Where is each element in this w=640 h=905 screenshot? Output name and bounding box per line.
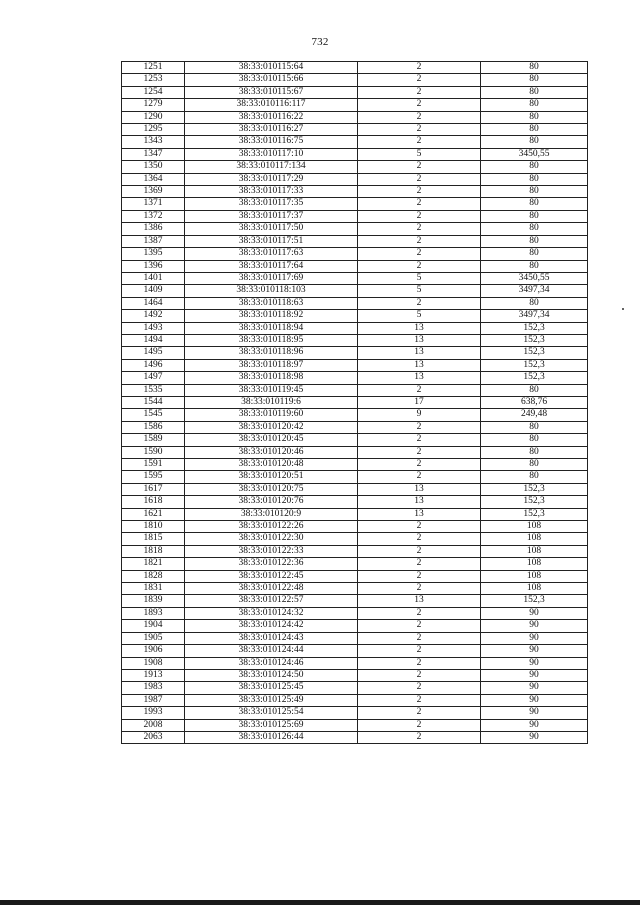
cadastral-number-cell: 38:33:010122:30	[185, 533, 358, 545]
value-cell: 152,3	[481, 334, 588, 346]
table-row	[122, 148, 588, 160]
row-index-cell: 1494	[122, 334, 185, 346]
row-index-cell: 1831	[122, 583, 185, 595]
quantity-cell: 2	[358, 434, 481, 446]
value-cell: 152,3	[481, 483, 588, 495]
cadastral-number-cell: 38:33:010115:67	[185, 86, 358, 98]
quantity-cell: 2	[358, 260, 481, 272]
row-index-cell: 1386	[122, 223, 185, 235]
row-index-cell: 1810	[122, 521, 185, 533]
value-cell: 90	[481, 669, 588, 681]
row-index-cell: 1409	[122, 285, 185, 297]
row-index-cell: 1295	[122, 124, 185, 136]
table-row	[122, 62, 588, 74]
quantity-cell: 2	[358, 570, 481, 582]
quantity-cell: 2	[358, 198, 481, 210]
row-index-cell: 1618	[122, 496, 185, 508]
row-index-cell: 1401	[122, 272, 185, 284]
quantity-cell: 2	[358, 86, 481, 98]
quantity-cell: 2	[358, 558, 481, 570]
value-cell: 152,3	[481, 372, 588, 384]
quantity-cell: 13	[358, 359, 481, 371]
cadastral-number-cell: 38:33:010120:75	[185, 483, 358, 495]
row-index-cell: 1254	[122, 86, 185, 98]
table-row	[122, 310, 588, 322]
value-cell: 80	[481, 260, 588, 272]
row-index-cell: 1590	[122, 446, 185, 458]
table-row	[122, 707, 588, 719]
value-cell: 80	[481, 124, 588, 136]
quantity-cell: 2	[358, 124, 481, 136]
value-cell: 638,76	[481, 396, 588, 408]
table-row	[122, 558, 588, 570]
row-index-cell: 1496	[122, 359, 185, 371]
row-index-cell: 1372	[122, 210, 185, 222]
cadastral-number-cell: 38:33:010120:9	[185, 508, 358, 520]
value-cell: 80	[481, 99, 588, 111]
table-row	[122, 471, 588, 483]
row-index-cell: 1464	[122, 297, 185, 309]
table-row	[122, 583, 588, 595]
value-cell: 80	[481, 86, 588, 98]
quantity-cell: 13	[358, 372, 481, 384]
table-row	[122, 620, 588, 632]
table-row	[122, 508, 588, 520]
quantity-cell: 2	[358, 607, 481, 619]
table-row	[122, 322, 588, 334]
cadastral-number-cell: 38:33:010118:98	[185, 372, 358, 384]
cadastral-number-cell: 38:33:010115:66	[185, 74, 358, 86]
table-row	[122, 731, 588, 743]
quantity-cell: 2	[358, 583, 481, 595]
cadastral-number-cell: 38:33:010118:97	[185, 359, 358, 371]
quantity-cell: 2	[358, 669, 481, 681]
row-index-cell: 1497	[122, 372, 185, 384]
table-row	[122, 533, 588, 545]
row-index-cell: 1343	[122, 136, 185, 148]
table-row	[122, 384, 588, 396]
cadastral-number-cell: 38:33:010116:117	[185, 99, 358, 111]
cadastral-number-cell: 38:33:010117:51	[185, 235, 358, 247]
row-index-cell: 1905	[122, 632, 185, 644]
cadastral-number-cell: 38:33:010119:45	[185, 384, 358, 396]
cadastral-number-cell: 38:33:010118:96	[185, 347, 358, 359]
row-index-cell: 1993	[122, 707, 185, 719]
row-index-cell: 1251	[122, 62, 185, 74]
table-row	[122, 669, 588, 681]
quantity-cell: 2	[358, 707, 481, 719]
value-cell: 80	[481, 471, 588, 483]
cadastral-number-cell: 38:33:010119:6	[185, 396, 358, 408]
table-row	[122, 682, 588, 694]
table-row	[122, 99, 588, 111]
value-cell: 80	[481, 421, 588, 433]
quantity-cell: 2	[358, 731, 481, 743]
quantity-cell: 2	[358, 111, 481, 123]
cadastral-number-cell: 38:33:010117:69	[185, 272, 358, 284]
row-index-cell: 1828	[122, 570, 185, 582]
row-index-cell: 1350	[122, 161, 185, 173]
table-body	[122, 62, 588, 744]
value-cell: 80	[481, 186, 588, 198]
row-index-cell: 1821	[122, 558, 185, 570]
cadastral-number-cell: 38:33:010117:63	[185, 248, 358, 260]
scan-edge-band	[0, 900, 640, 905]
table-row	[122, 607, 588, 619]
value-cell: 108	[481, 558, 588, 570]
value-cell: 108	[481, 583, 588, 595]
quantity-cell: 5	[358, 148, 481, 160]
quantity-cell: 13	[358, 595, 481, 607]
row-index-cell: 1893	[122, 607, 185, 619]
value-cell: 80	[481, 446, 588, 458]
cadastral-number-cell: 38:33:010116:27	[185, 124, 358, 136]
row-index-cell: 1906	[122, 645, 185, 657]
table-row	[122, 74, 588, 86]
row-index-cell: 1396	[122, 260, 185, 272]
table-row	[122, 595, 588, 607]
quantity-cell: 5	[358, 272, 481, 284]
quantity-cell: 13	[358, 508, 481, 520]
quantity-cell: 2	[358, 694, 481, 706]
cadastral-number-cell: 38:33:010120:45	[185, 434, 358, 446]
table-row	[122, 719, 588, 731]
quantity-cell: 2	[358, 521, 481, 533]
value-cell: 80	[481, 74, 588, 86]
table-row	[122, 272, 588, 284]
value-cell: 80	[481, 136, 588, 148]
cadastral-number-cell: 38:33:010117:37	[185, 210, 358, 222]
value-cell: 152,3	[481, 359, 588, 371]
value-cell: 90	[481, 731, 588, 743]
cadastral-number-cell: 38:33:010118:92	[185, 310, 358, 322]
cadastral-number-cell: 38:33:010118:103	[185, 285, 358, 297]
quantity-cell: 2	[358, 223, 481, 235]
quantity-cell: 5	[358, 310, 481, 322]
cadastral-number-cell: 38:33:010122:33	[185, 545, 358, 557]
cadastral-number-cell: 38:33:010122:45	[185, 570, 358, 582]
value-cell: 90	[481, 620, 588, 632]
quantity-cell: 2	[358, 545, 481, 557]
row-index-cell: 1493	[122, 322, 185, 334]
cadastral-number-cell: 38:33:010116:22	[185, 111, 358, 123]
table-row	[122, 223, 588, 235]
table-row	[122, 359, 588, 371]
row-index-cell: 1586	[122, 421, 185, 433]
table-row	[122, 260, 588, 272]
cadastral-number-cell: 38:33:010124:43	[185, 632, 358, 644]
value-cell: 108	[481, 533, 588, 545]
table-row	[122, 396, 588, 408]
cadastral-number-cell: 38:33:010120:76	[185, 496, 358, 508]
cadastral-number-cell: 38:33:010125:49	[185, 694, 358, 706]
quantity-cell: 13	[358, 496, 481, 508]
quantity-cell: 2	[358, 62, 481, 74]
cadastral-number-cell: 38:33:010125:69	[185, 719, 358, 731]
cadastral-number-cell: 38:33:010126:44	[185, 731, 358, 743]
row-index-cell: 1595	[122, 471, 185, 483]
table-row	[122, 657, 588, 669]
quantity-cell: 5	[358, 285, 481, 297]
table-row	[122, 545, 588, 557]
value-cell: 3497,34	[481, 310, 588, 322]
quantity-cell: 2	[358, 173, 481, 185]
value-cell: 249,48	[481, 409, 588, 421]
row-index-cell: 1290	[122, 111, 185, 123]
value-cell: 80	[481, 173, 588, 185]
table-row	[122, 446, 588, 458]
value-cell: 3450,55	[481, 148, 588, 160]
value-cell: 90	[481, 694, 588, 706]
table-row	[122, 285, 588, 297]
quantity-cell: 2	[358, 99, 481, 111]
row-index-cell: 1387	[122, 235, 185, 247]
table-row	[122, 173, 588, 185]
quantity-cell: 2	[358, 471, 481, 483]
table-row	[122, 334, 588, 346]
table-row	[122, 186, 588, 198]
cadastral-number-cell: 38:33:010118:63	[185, 297, 358, 309]
cadastral-number-cell: 38:33:010118:95	[185, 334, 358, 346]
value-cell: 90	[481, 682, 588, 694]
row-index-cell: 1617	[122, 483, 185, 495]
value-cell: 152,3	[481, 322, 588, 334]
value-cell: 80	[481, 210, 588, 222]
quantity-cell: 2	[358, 459, 481, 471]
value-cell: 108	[481, 570, 588, 582]
table-row	[122, 124, 588, 136]
row-index-cell: 1818	[122, 545, 185, 557]
cadastral-number-cell: 38:33:010117:29	[185, 173, 358, 185]
value-cell: 80	[481, 384, 588, 396]
value-cell: 80	[481, 235, 588, 247]
quantity-cell: 2	[358, 297, 481, 309]
quantity-cell: 2	[358, 421, 481, 433]
cadastral-number-cell: 38:33:010122:48	[185, 583, 358, 595]
row-index-cell: 1495	[122, 347, 185, 359]
value-cell: 80	[481, 62, 588, 74]
quantity-cell: 2	[358, 186, 481, 198]
table-row	[122, 434, 588, 446]
value-cell: 108	[481, 545, 588, 557]
page-number: 732	[311, 36, 329, 48]
quantity-cell: 2	[358, 161, 481, 173]
row-index-cell: 1535	[122, 384, 185, 396]
value-cell: 90	[481, 632, 588, 644]
cadastral-number-cell: 38:33:010125:45	[185, 682, 358, 694]
row-index-cell: 1544	[122, 396, 185, 408]
value-cell: 80	[481, 111, 588, 123]
value-cell: 90	[481, 707, 588, 719]
cadastral-number-cell: 38:33:010124:42	[185, 620, 358, 632]
quantity-cell: 2	[358, 248, 481, 260]
quantity-cell: 2	[358, 384, 481, 396]
quantity-cell: 2	[358, 446, 481, 458]
cadastral-number-cell: 38:33:010118:94	[185, 322, 358, 334]
table-row	[122, 421, 588, 433]
value-cell: 80	[481, 198, 588, 210]
row-index-cell: 1621	[122, 508, 185, 520]
row-index-cell: 1545	[122, 409, 185, 421]
quantity-cell: 17	[358, 396, 481, 408]
quantity-cell: 2	[358, 235, 481, 247]
quantity-cell: 2	[358, 632, 481, 644]
table-row	[122, 645, 588, 657]
row-index-cell: 1347	[122, 148, 185, 160]
cadastral-number-cell: 38:33:010117:134	[185, 161, 358, 173]
row-index-cell: 1369	[122, 186, 185, 198]
row-index-cell: 1589	[122, 434, 185, 446]
table-row	[122, 86, 588, 98]
row-index-cell: 1983	[122, 682, 185, 694]
cadastral-number-cell: 38:33:010124:32	[185, 607, 358, 619]
row-index-cell: 1904	[122, 620, 185, 632]
quantity-cell: 13	[358, 347, 481, 359]
table-row	[122, 459, 588, 471]
table-row	[122, 210, 588, 222]
quantity-cell: 2	[358, 136, 481, 148]
cadastral-number-cell: 38:33:010124:44	[185, 645, 358, 657]
table-row	[122, 694, 588, 706]
cadastral-number-cell: 38:33:010116:75	[185, 136, 358, 148]
value-cell: 80	[481, 297, 588, 309]
table-row	[122, 496, 588, 508]
table-row	[122, 248, 588, 260]
table-row	[122, 521, 588, 533]
cadastral-number-cell: 38:33:010122:26	[185, 521, 358, 533]
value-cell: 90	[481, 645, 588, 657]
cadastral-number-cell: 38:33:010119:60	[185, 409, 358, 421]
quantity-cell: 13	[358, 483, 481, 495]
row-index-cell: 1253	[122, 74, 185, 86]
value-cell: 152,3	[481, 595, 588, 607]
row-index-cell: 2063	[122, 731, 185, 743]
table-row	[122, 483, 588, 495]
cadastral-number-cell: 38:33:010122:36	[185, 558, 358, 570]
table-row	[122, 161, 588, 173]
value-cell: 3497,34	[481, 285, 588, 297]
row-index-cell: 1987	[122, 694, 185, 706]
cadastral-number-cell: 38:33:010117:35	[185, 198, 358, 210]
cadastral-number-cell: 38:33:010120:51	[185, 471, 358, 483]
cadastral-number-cell: 38:33:010120:48	[185, 459, 358, 471]
cadastral-number-cell: 38:33:010125:54	[185, 707, 358, 719]
value-cell: 80	[481, 434, 588, 446]
value-cell: 80	[481, 223, 588, 235]
quantity-cell: 9	[358, 409, 481, 421]
table-row	[122, 198, 588, 210]
value-cell: 80	[481, 459, 588, 471]
quantity-cell: 2	[358, 645, 481, 657]
table-row	[122, 111, 588, 123]
cadastral-number-cell: 38:33:010120:42	[185, 421, 358, 433]
value-cell: 90	[481, 657, 588, 669]
margin-mark	[622, 308, 624, 310]
table-row	[122, 570, 588, 582]
cadastral-table	[121, 61, 588, 744]
value-cell: 80	[481, 161, 588, 173]
row-index-cell: 1364	[122, 173, 185, 185]
table-row	[122, 347, 588, 359]
row-index-cell: 1371	[122, 198, 185, 210]
table-row	[122, 372, 588, 384]
row-index-cell: 1591	[122, 459, 185, 471]
row-index-cell: 1815	[122, 533, 185, 545]
cadastral-number-cell: 38:33:010117:64	[185, 260, 358, 272]
quantity-cell: 2	[358, 719, 481, 731]
cadastral-number-cell: 38:33:010122:57	[185, 595, 358, 607]
table-row	[122, 297, 588, 309]
cadastral-number-cell: 38:33:010120:46	[185, 446, 358, 458]
cadastral-number-cell: 38:33:010117:33	[185, 186, 358, 198]
row-index-cell: 1395	[122, 248, 185, 260]
value-cell: 90	[481, 607, 588, 619]
quantity-cell: 2	[358, 657, 481, 669]
value-cell: 108	[481, 521, 588, 533]
row-index-cell: 1279	[122, 99, 185, 111]
value-cell: 3450,55	[481, 272, 588, 284]
quantity-cell: 13	[358, 334, 481, 346]
cadastral-number-cell: 38:33:010124:46	[185, 657, 358, 669]
table-row	[122, 409, 588, 421]
row-index-cell: 1492	[122, 310, 185, 322]
quantity-cell: 2	[358, 682, 481, 694]
quantity-cell: 2	[358, 74, 481, 86]
row-index-cell: 1913	[122, 669, 185, 681]
cadastral-number-cell: 38:33:010124:50	[185, 669, 358, 681]
row-index-cell: 2008	[122, 719, 185, 731]
cadastral-number-cell: 38:33:010117:50	[185, 223, 358, 235]
cadastral-number-cell: 38:33:010115:64	[185, 62, 358, 74]
quantity-cell: 2	[358, 533, 481, 545]
table-row	[122, 136, 588, 148]
row-index-cell: 1839	[122, 595, 185, 607]
quantity-cell: 2	[358, 210, 481, 222]
value-cell: 90	[481, 719, 588, 731]
cadastral-number-cell: 38:33:010117:10	[185, 148, 358, 160]
quantity-cell: 13	[358, 322, 481, 334]
value-cell: 152,3	[481, 508, 588, 520]
table-row	[122, 632, 588, 644]
value-cell: 152,3	[481, 496, 588, 508]
value-cell: 152,3	[481, 347, 588, 359]
quantity-cell: 2	[358, 620, 481, 632]
table-row	[122, 235, 588, 247]
value-cell: 80	[481, 248, 588, 260]
row-index-cell: 1908	[122, 657, 185, 669]
